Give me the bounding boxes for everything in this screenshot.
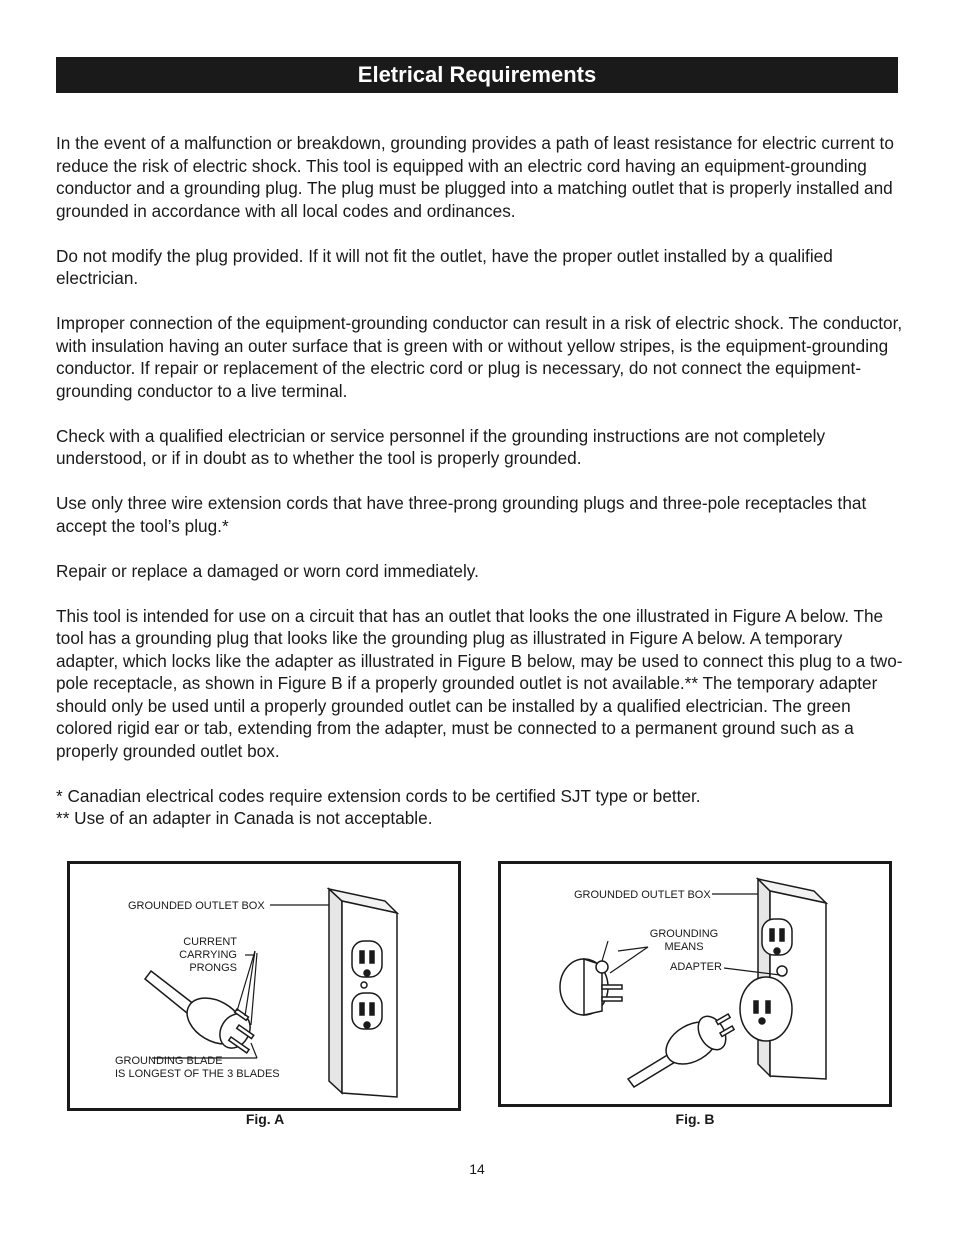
label-current-carrying: CURRENT	[183, 936, 237, 948]
figure-a-illustration	[67, 861, 462, 1112]
figure-b	[498, 861, 893, 1108]
label-grounded-outlet-box: GROUNDED OUTLET BOX	[128, 900, 265, 912]
paragraph: This tool is intended for use on a circuit that has an outlet that looks the one illustrated in Figure A below. The tool has a grounding plug that looks like the grounding plug as illustrated in Figure A below. A temporary adapter, which locks like the adapter as illustrated in Figure B below, may be used to connect this plug to a two-pole receptacle, as shown in Figure B if a properly grounded outlet is not available.** The temporary adapter should only be used until a properly grounded outlet can be installed by a qualified electrician. The green colored rigid ear or tab, extending from the adapter, must be connected to a permanent ground such as a properly grounded outlet box.	[56, 605, 903, 761]
label-current-carrying: CARRYING	[179, 949, 237, 961]
figure-a	[67, 861, 462, 1112]
label-adapter: ADAPTER	[670, 961, 722, 973]
paragraph: Repair or replace a damaged or worn cord immediately.	[56, 560, 479, 581]
label-grounding-means: GROUNDING	[649, 928, 719, 940]
paragraph: Use only three wire extension cords that have three-prong grounding plugs and three-pole receptacles that accept the tool’s plug.*	[56, 493, 867, 536]
outlet-plate	[329, 889, 397, 1097]
label-grounding-blade: GROUNDING BLADE	[115, 1055, 223, 1067]
footnote: ** Use of an adapter in Canada is not acceptable.	[56, 808, 433, 828]
label-grounding-means: MEANS	[664, 941, 704, 953]
label-current-carrying: PRONGS	[189, 962, 237, 974]
footnote: * Canadian electrical codes require extension cords to be certified SJT type or better.	[56, 785, 701, 806]
paragraph: Improper connection of the equipment-grounding conductor can result in a risk of electric shock. The conductor, with insulation having an outer surface that is green with or without yellow stripes, is the equipment-grounding conductor. If repair or replacement of the electric cord or plug is necessary, do not connect the equipment-grounding conductor to a live terminal.	[56, 313, 903, 401]
figure-b-illustration	[498, 861, 893, 1108]
figure-a-caption: Fig. A	[245, 1111, 285, 1127]
page-number: 14	[469, 1161, 485, 1177]
label-grounded-outlet-box: GROUNDED OUTLET BOX	[574, 889, 711, 901]
figure-b-caption: Fig. B	[675, 1111, 715, 1127]
paragraph: Do not modify the plug provided. If it will not fit the outlet, have the proper outlet installed by a qualified electrician.	[56, 245, 833, 288]
label-grounding-blade: IS LONGEST OF THE 3 BLADES	[115, 1068, 280, 1080]
section-title: Eletrical Requirements	[357, 62, 597, 87]
section-header	[56, 57, 898, 93]
paragraph: In the event of a malfunction or breakdown, grounding provides a path of least resistance for electric current to reduce the risk of electric shock. This tool is equipped with an electric cord having an equipment-grounding conductor and a grounding plug. The plug must be plugged into a matching outlet that is properly installed and grounded in accordance with all local codes and ordinances.	[56, 133, 894, 221]
paragraph: Check with a qualified electrician or service personnel if the grounding instructions are not completely understood, or if in doubt as to whether the tool is properly grounded.	[56, 425, 826, 468]
body-text	[56, 132, 906, 830]
